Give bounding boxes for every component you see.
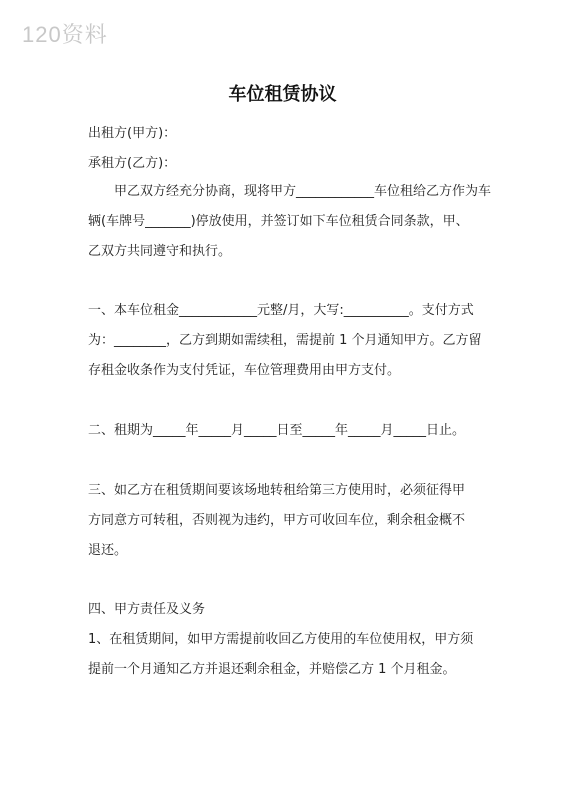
intro-line-2: 辆(车牌号_______)停放使用，并签订如下车位租赁合同条款，甲、 xyxy=(88,214,469,229)
clause-3-line-3: 退还。 xyxy=(88,543,128,558)
section-4-item-1-line-2: 提前一个月通知乙方并退还剩余租金，并赔偿乙方 1 个月租金。 xyxy=(88,662,456,677)
clause-2-line: 二、租期为_____年_____月_____日至_____年_____月_____日止。 xyxy=(88,423,466,438)
intro-line-1: 甲乙双方经充分协商，现将甲方____________车位租给乙方作为车 xyxy=(88,184,492,199)
clause-1-line-1: 一、本车位租金____________元整/月，大写:__________。支付方式 xyxy=(88,303,474,318)
section-4-item-1-line-1: 1、在租赁期间，如甲方需提前收回乙方使用的车位使用权，甲方须 xyxy=(88,632,474,647)
watermark: 120资料 xyxy=(22,22,108,47)
clause-3-line-2: 方同意方可转租，否则视为违约，甲方可收回车位，剩余租金概不 xyxy=(88,513,466,528)
lessor-line: 出租方(甲方)： xyxy=(88,126,177,141)
intro-line-3: 乙双方共同遵守和执行。 xyxy=(88,244,232,259)
clause-3-line-1: 三、如乙方在租赁期间要该场地转租给第三方使用时，必须征得甲 xyxy=(88,483,466,498)
clause-1-line-2: 为：________，乙方到期如需续租，需提前 1 个月通知甲方。乙方留 xyxy=(88,333,482,348)
lessee-line: 承租方(乙方)： xyxy=(88,156,177,171)
document-title: 车位租赁协议 xyxy=(228,84,337,105)
section-4-heading: 四、甲方责任及义务 xyxy=(88,602,206,617)
clause-1-line-3: 存租金收条作为支付凭证，车位管理费用由甲方支付。 xyxy=(88,363,401,378)
